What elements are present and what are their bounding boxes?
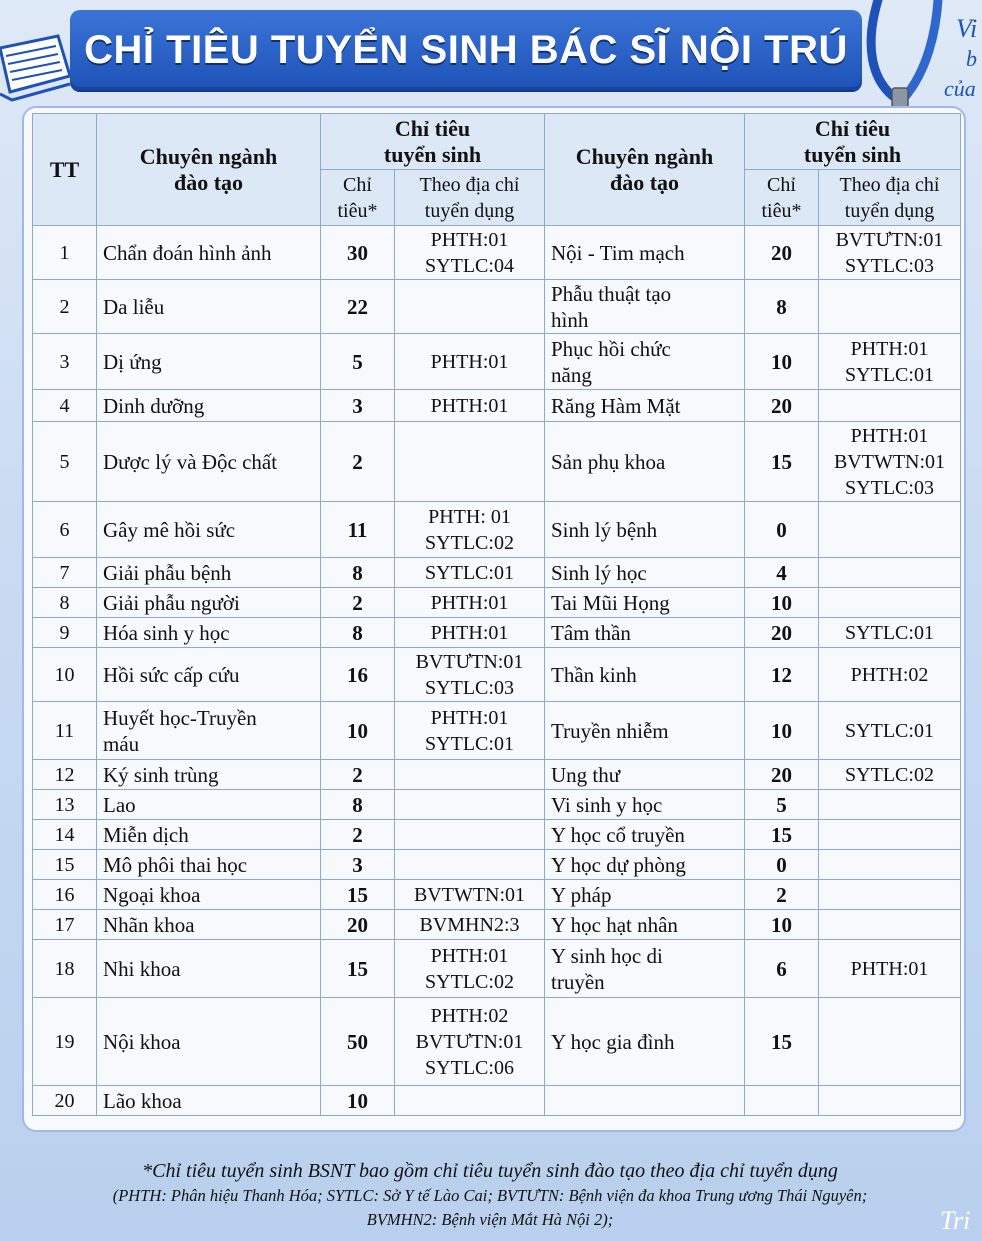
major-left: Gây mê hồi sức <box>97 502 321 558</box>
address-left <box>395 820 545 850</box>
row-number: 9 <box>33 618 97 648</box>
row-number: 16 <box>33 880 97 910</box>
header-quota-count-left: Chỉ tiêu* <box>321 170 395 226</box>
quota-right: 10 <box>745 588 819 618</box>
address-left <box>395 850 545 880</box>
address-left <box>395 280 545 334</box>
address-left: PHTH:01 <box>395 390 545 422</box>
quota-right: 4 <box>745 558 819 588</box>
quota-left: 50 <box>321 998 395 1086</box>
address-left: PHTH:01 SYTLC:02 <box>395 940 545 998</box>
quota-left: 22 <box>321 280 395 334</box>
table-row <box>33 702 961 760</box>
row-number: 1 <box>33 226 97 280</box>
quota-left: 20 <box>321 910 395 940</box>
quota-right: 10 <box>745 910 819 940</box>
major-left: Mô phôi thai học <box>97 850 321 880</box>
major-right: Thần kinh <box>545 648 745 702</box>
quota-right: 20 <box>745 226 819 280</box>
page-title: CHỈ TIÊU TUYỂN SINH BÁC SĨ NỘI TRÚ <box>84 27 848 72</box>
table-row <box>33 998 961 1086</box>
table-row <box>33 502 961 558</box>
row-number: 4 <box>33 390 97 422</box>
address-right <box>819 790 961 820</box>
header-major-left: Chuyên ngành đào tạo <box>97 114 321 226</box>
major-left: Chẩn đoán hình ảnh <box>97 226 321 280</box>
quota-left: 8 <box>321 790 395 820</box>
quota-left: 5 <box>321 334 395 390</box>
quota-left: 2 <box>321 422 395 502</box>
open-book-icon <box>0 30 72 105</box>
major-left: Lão khoa <box>97 1086 321 1116</box>
corner-text-1: Vi <box>956 14 978 43</box>
quota-right <box>745 1086 819 1116</box>
row-number: 20 <box>33 1086 97 1116</box>
row-number: 5 <box>33 422 97 502</box>
table-row <box>33 390 961 422</box>
major-right: Sản phụ khoa <box>545 422 745 502</box>
quota-right: 20 <box>745 390 819 422</box>
address-left: PHTH:01 SYTLC:04 <box>395 226 545 280</box>
quota-right: 15 <box>745 422 819 502</box>
address-left <box>395 790 545 820</box>
row-number: 6 <box>33 502 97 558</box>
major-right: Truyền nhiễm <box>545 702 745 760</box>
table-row <box>33 790 961 820</box>
address-left: BVTWTN:01 <box>395 880 545 910</box>
address-right <box>819 390 961 422</box>
header-quota-right: Chỉ tiêu tuyển sinh <box>745 114 961 170</box>
address-right: PHTH:02 <box>819 648 961 702</box>
table-row <box>33 1086 961 1116</box>
quota-table <box>32 113 961 1116</box>
major-right: Y học cổ truyền <box>545 820 745 850</box>
address-left: BVMHN2:3 <box>395 910 545 940</box>
quota-right: 20 <box>745 618 819 648</box>
row-number: 15 <box>33 850 97 880</box>
address-left: PHTH: 01 SYTLC:02 <box>395 502 545 558</box>
quota-right: 12 <box>745 648 819 702</box>
quota-right: 5 <box>745 790 819 820</box>
table-row <box>33 910 961 940</box>
quota-right: 15 <box>745 820 819 850</box>
major-right: Nội - Tim mạch <box>545 226 745 280</box>
address-right: SYTLC:02 <box>819 760 961 790</box>
major-right <box>545 1086 745 1116</box>
row-number: 19 <box>33 998 97 1086</box>
major-right: Ung thư <box>545 760 745 790</box>
major-left: Dược lý và Độc chất <box>97 422 321 502</box>
footnote-line-2: (PHTH: Phân hiệu Thanh Hóa; SYTLC: Sở Y tế Lào Cai; BVTƯTN: Bệnh viện đa khoa Trung ương Thái Nguyên; <box>112 1186 868 1205</box>
row-number: 10 <box>33 648 97 702</box>
table-row <box>33 334 961 390</box>
major-left: Giải phẫu bệnh <box>97 558 321 588</box>
quota-right: 2 <box>745 880 819 910</box>
row-number: 11 <box>33 702 97 760</box>
quota-right: 15 <box>745 998 819 1086</box>
major-left: Huyết học-Truyền máu <box>97 702 321 760</box>
major-right: Y học dự phòng <box>545 850 745 880</box>
table-row <box>33 940 961 998</box>
major-right: Tai Mũi Họng <box>545 588 745 618</box>
major-left: Dinh dưỡng <box>97 390 321 422</box>
address-right <box>819 280 961 334</box>
quota-right: 8 <box>745 280 819 334</box>
address-right <box>819 880 961 910</box>
quota-left: 10 <box>321 1086 395 1116</box>
address-right <box>819 820 961 850</box>
quota-left: 8 <box>321 558 395 588</box>
address-left: PHTH:02 BVTƯTN:01 SYTLC:06 <box>395 998 545 1086</box>
major-left: Dị ứng <box>97 334 321 390</box>
quota-right: 0 <box>745 502 819 558</box>
title-banner <box>70 10 862 90</box>
major-left: Hồi sức cấp cứu <box>97 648 321 702</box>
major-right: Y học gia đình <box>545 998 745 1086</box>
address-left: SYTLC:01 <box>395 558 545 588</box>
major-left: Lao <box>97 790 321 820</box>
major-left: Hóa sinh y học <box>97 618 321 648</box>
address-right <box>819 850 961 880</box>
header-tt: TT <box>33 114 97 226</box>
header-address-left: Theo địa chỉ tuyển dụng <box>395 170 545 226</box>
row-number: 18 <box>33 940 97 998</box>
quota-left: 16 <box>321 648 395 702</box>
address-left: PHTH:01 SYTLC:01 <box>395 702 545 760</box>
major-right: Răng Hàm Mặt <box>545 390 745 422</box>
quota-left: 15 <box>321 940 395 998</box>
footnote <box>40 1158 940 1232</box>
address-right <box>819 588 961 618</box>
address-left: PHTH:01 <box>395 618 545 648</box>
quota-left: 11 <box>321 502 395 558</box>
major-right: Sinh lý bệnh <box>545 502 745 558</box>
corner-text-2: b <box>966 46 977 71</box>
table-row <box>33 280 961 334</box>
table-row <box>33 226 961 280</box>
quota-left: 30 <box>321 226 395 280</box>
major-left: Miễn dịch <box>97 820 321 850</box>
address-left: PHTH:01 <box>395 588 545 618</box>
major-right: Sinh lý học <box>545 558 745 588</box>
address-right <box>819 998 961 1086</box>
quota-left: 3 <box>321 390 395 422</box>
address-right: BVTƯTN:01 SYTLC:03 <box>819 226 961 280</box>
table-row <box>33 588 961 618</box>
major-right: Phẫu thuật tạo hình <box>545 280 745 334</box>
address-right <box>819 910 961 940</box>
address-right: SYTLC:01 <box>819 618 961 648</box>
major-left: Ký sinh trùng <box>97 760 321 790</box>
table-row <box>33 422 961 502</box>
major-left: Nhãn khoa <box>97 910 321 940</box>
row-number: 13 <box>33 790 97 820</box>
table-row <box>33 760 961 790</box>
major-left: Giải phẫu người <box>97 588 321 618</box>
header-quota-count-right: Chỉ tiêu* <box>745 170 819 226</box>
quota-left: 3 <box>321 850 395 880</box>
address-left <box>395 1086 545 1116</box>
footnote-line-1: *Chỉ tiêu tuyển sinh BSNT bao gồm chỉ tiêu tuyển sinh đào tạo theo địa chỉ tuyển dụng <box>142 1160 838 1182</box>
address-right <box>819 502 961 558</box>
address-right <box>819 1086 961 1116</box>
header-quota-left: Chỉ tiêu tuyển sinh <box>321 114 545 170</box>
table-row <box>33 558 961 588</box>
header-major-right: Chuyên ngành đào tạo <box>545 114 745 226</box>
row-number: 14 <box>33 820 97 850</box>
quota-left: 2 <box>321 760 395 790</box>
major-right: Tâm thần <box>545 618 745 648</box>
major-left: Nội khoa <box>97 998 321 1086</box>
address-right: PHTH:01 BVTWTN:01 SYTLC:03 <box>819 422 961 502</box>
major-left: Nhi khoa <box>97 940 321 998</box>
major-left: Da liễu <box>97 280 321 334</box>
quota-right: 10 <box>745 702 819 760</box>
corner-text-4: Tri <box>940 1206 971 1235</box>
row-number: 17 <box>33 910 97 940</box>
row-number: 3 <box>33 334 97 390</box>
corner-text-3: của <box>944 76 976 101</box>
major-right: Phục hồi chức năng <box>545 334 745 390</box>
address-right: SYTLC:01 <box>819 702 961 760</box>
major-right: Vi sinh y học <box>545 790 745 820</box>
address-right: PHTH:01 <box>819 940 961 998</box>
major-right: Y pháp <box>545 880 745 910</box>
quota-left: 2 <box>321 820 395 850</box>
address-right: PHTH:01 SYTLC:01 <box>819 334 961 390</box>
row-number: 7 <box>33 558 97 588</box>
address-left <box>395 760 545 790</box>
table-row <box>33 618 961 648</box>
quota-right: 0 <box>745 850 819 880</box>
quota-left: 8 <box>321 618 395 648</box>
row-number: 2 <box>33 280 97 334</box>
major-right: Y sinh học di truyền <box>545 940 745 998</box>
row-number: 8 <box>33 588 97 618</box>
table-row <box>33 820 961 850</box>
quota-right: 20 <box>745 760 819 790</box>
table-row <box>33 880 961 910</box>
quota-left: 15 <box>321 880 395 910</box>
address-left: PHTH:01 <box>395 334 545 390</box>
address-right <box>819 558 961 588</box>
major-right: Y học hạt nhân <box>545 910 745 940</box>
quota-right: 10 <box>745 334 819 390</box>
quota-right: 6 <box>745 940 819 998</box>
table-row <box>33 648 961 702</box>
quota-left: 10 <box>321 702 395 760</box>
address-left <box>395 422 545 502</box>
address-left: BVTƯTN:01 SYTLC:03 <box>395 648 545 702</box>
header-address-right: Theo địa chỉ tuyển dụng <box>819 170 961 226</box>
major-left: Ngoại khoa <box>97 880 321 910</box>
row-number: 12 <box>33 760 97 790</box>
footnote-line-3: BVMHN2: Bệnh viện Mắt Hà Nội 2); <box>366 1210 614 1229</box>
quota-left: 2 <box>321 588 395 618</box>
table-row <box>33 850 961 880</box>
